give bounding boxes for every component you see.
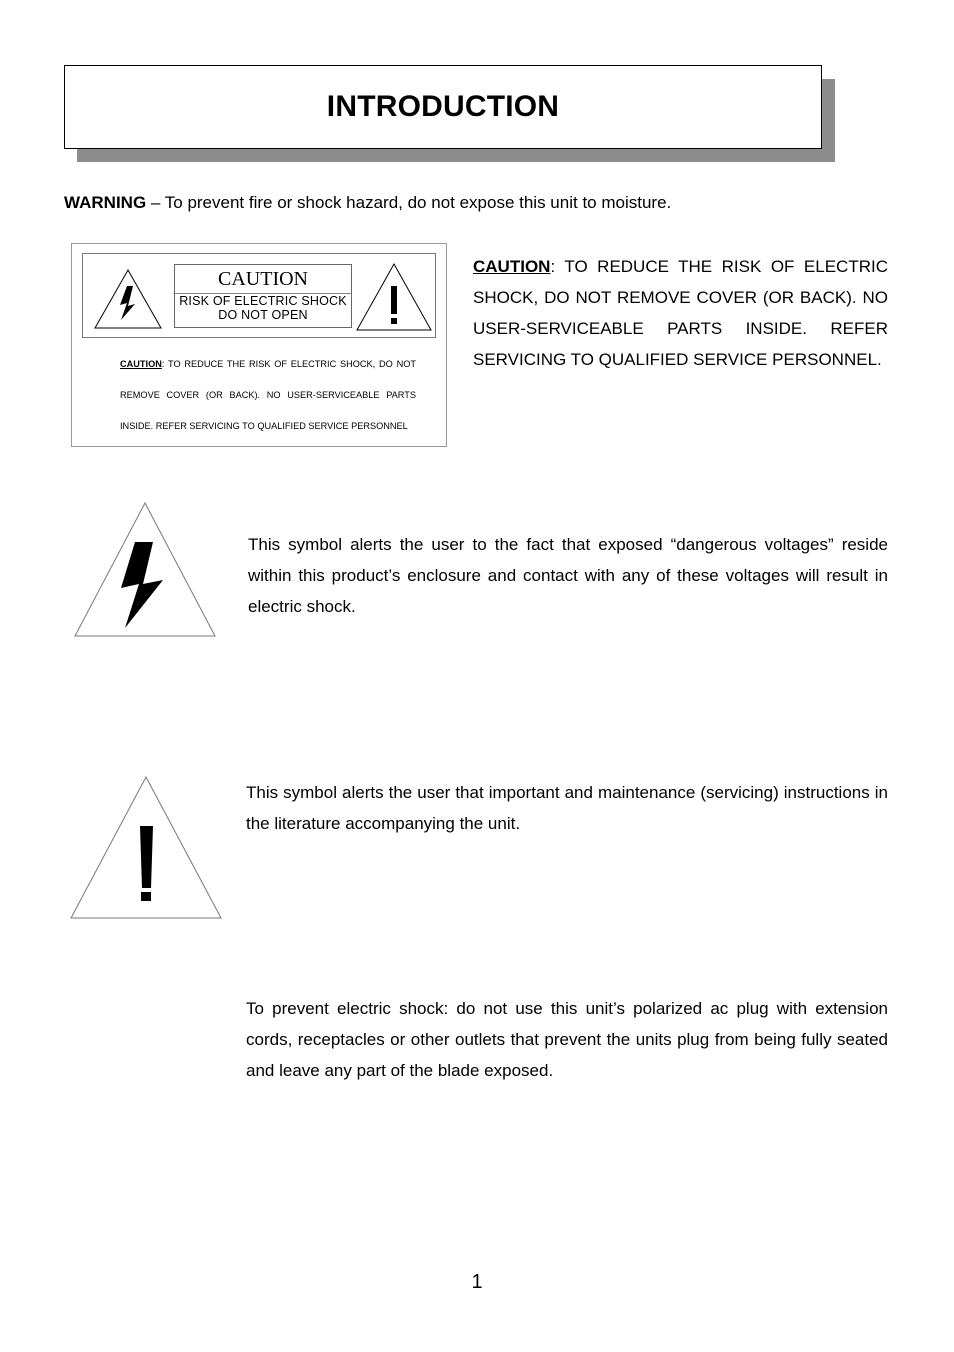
caution-label-graphic	[71, 243, 447, 447]
caution-paragraph-text: : TO REDUCE THE RISK OF ELECTRIC SHOCK, DO NOT REMOVE COVER (OR BACK). NO USER-SERVICEABLE PARTS INSIDE. REFER SERVICING TO QUALIFIED SERVICE PERSONNEL.	[473, 257, 888, 369]
exclamation-symbol-text: This symbol alerts the user that important and maintenance (servicing) instructions in the literature accompanying the unit.	[246, 783, 888, 833]
caution-label-text	[120, 349, 416, 442]
caution-paragraph-label: CAUTION	[473, 257, 551, 276]
warning-text: – To prevent fire or shock hazard, do not expose this unit to moisture.	[146, 193, 672, 212]
warning-label: WARNING	[64, 193, 147, 212]
page-number: 1	[471, 1271, 483, 1293]
title-box	[64, 65, 822, 149]
page-title: INTRODUCTION	[326, 90, 560, 123]
caution-label-small-heading: CAUTION	[120, 359, 162, 369]
plug-warning-text: To prevent electric shock: do not use this unit’s polarized ac plug with extension cords, receptacles or other outlets that prevent the units plug from being fully seated and leave any part of the blade exposed.	[246, 999, 888, 1080]
lightning-warning-icon	[93, 268, 163, 330]
caution-label-small-text: : TO REDUCE THE RISK OF ELECTRIC SHOCK, DO NOT REMOVE COVER (OR BACK). NO USER-SERVICEABLE PARTS INSIDE. REFER SERVICING TO QUALIFIED SERVICE PERSONNEL	[120, 359, 416, 431]
warning-line	[64, 193, 671, 213]
caution-heading: CAUTION	[175, 265, 351, 294]
exclamation-symbol-icon	[69, 776, 223, 920]
caution-line-2: DO NOT OPEN	[218, 308, 308, 322]
voltage-symbol-text: This symbol alerts the user to the fact that exposed “dangerous voltages” reside within this product’s enclosure and contact with any of these voltages will result in electric shock.	[248, 535, 888, 616]
caution-paragraph	[473, 251, 888, 375]
lightning-symbol-icon	[73, 502, 217, 638]
caution-label-header	[82, 253, 436, 338]
exclamation-warning-icon	[355, 262, 433, 332]
caution-line-1: RISK OF ELECTRIC SHOCK	[179, 294, 347, 308]
caution-box	[174, 264, 352, 328]
